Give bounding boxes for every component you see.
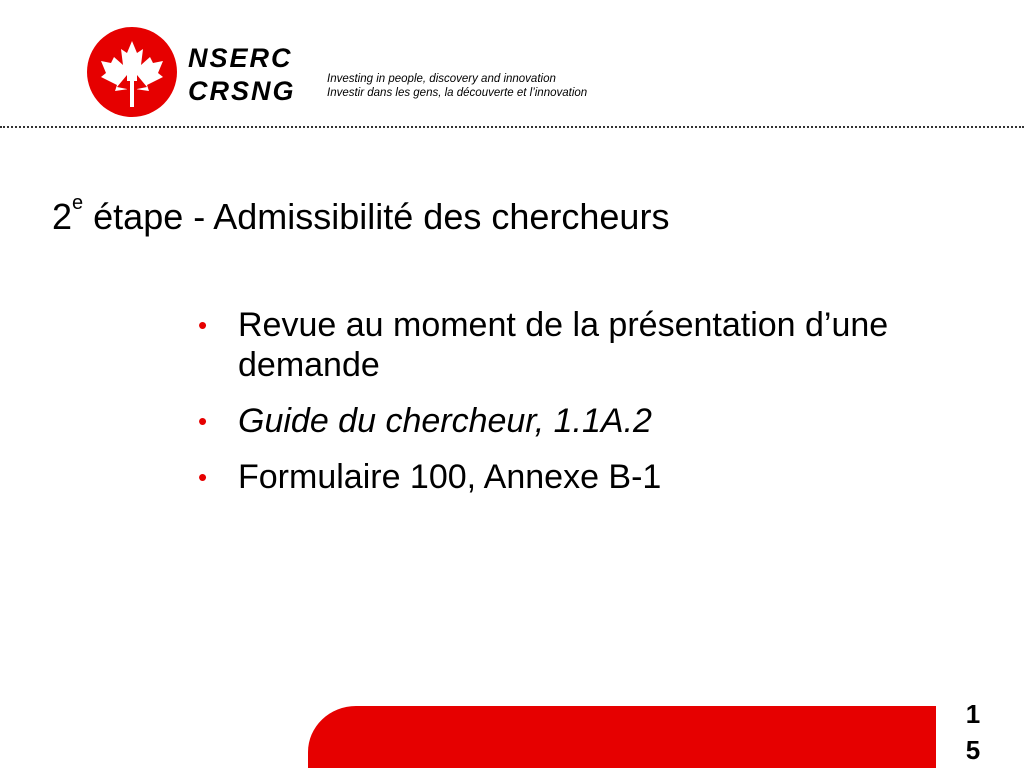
title-superscript: e [72, 192, 84, 214]
title-text: étape - Admissibilité des chercheurs [93, 196, 670, 237]
bullet-text: Guide du chercheur, 1.1A.2 [238, 402, 652, 440]
bullet-item-2 [198, 401, 898, 441]
brand-crsng: CRSNG [188, 76, 296, 106]
title-number: 2 [52, 196, 73, 237]
bullet-dot: • [198, 310, 208, 340]
bullet-dot: • [198, 462, 208, 492]
bullet-item-3 [198, 457, 898, 497]
brand-nserc: NSERC [188, 43, 293, 73]
bullet-dot: • [198, 406, 208, 436]
bullet-text: Formulaire 100, Annexe B-1 [238, 458, 662, 496]
bullet-list [198, 305, 898, 513]
page-number-digit-1: 1 [965, 699, 981, 729]
maple-leaf-icon [87, 27, 177, 117]
slide-title [52, 192, 670, 237]
bullet-text: Revue au moment de la présentation d’une demande [238, 306, 889, 384]
footer-decorative-bar [308, 706, 936, 768]
tagline-french: Investir dans les gens, la découverte et l’innovation [327, 87, 588, 99]
bullet-item-1 [198, 305, 898, 385]
page-number [962, 696, 984, 768]
header-divider [0, 126, 1024, 128]
page-number-digit-2: 5 [965, 735, 981, 765]
tagline-english: Investing in people, discovery and innovation [327, 73, 556, 85]
nserc-logo [87, 27, 177, 117]
